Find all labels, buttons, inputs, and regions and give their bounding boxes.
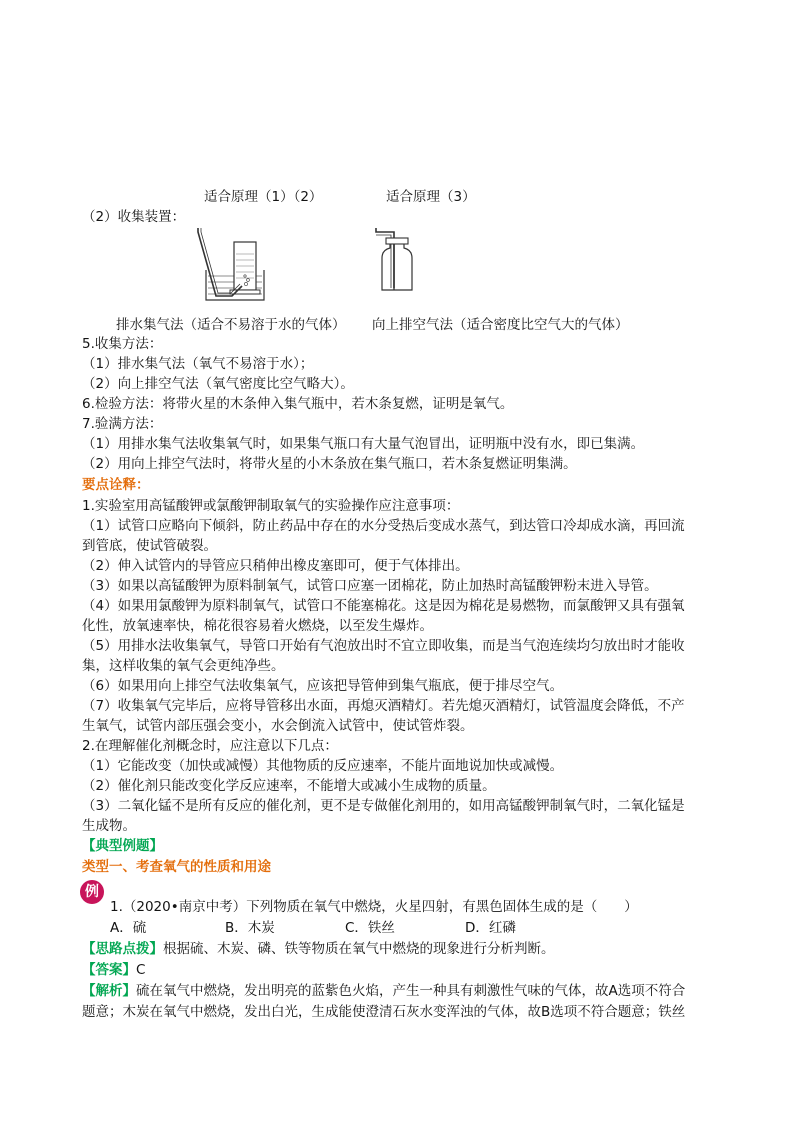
text-line: （3）如果以高锰酸钾为原料制氧气，试管口应塞一团棉花，防止加热时高锰酸钾粉末进入导管。 <box>82 578 658 594</box>
hint-text: 根据硫、木炭、磷、铁等物质在氧气中燃烧的现象进行分析判断。 <box>163 941 555 957</box>
typical-examples-heading: 【典型例题】 <box>82 838 163 854</box>
answer-text: C <box>136 962 146 978</box>
text-line: （2）向上排空气法（氧气密度比空气略大）。 <box>82 376 354 392</box>
analysis-text: 硫在氧气中燃烧，发出明亮的蓝紫色火焰，产生一种具有刺激性气味的气体，故A选项不符合 <box>136 983 686 999</box>
section-heading: 7.验满方法： <box>82 416 163 432</box>
choice-b: B．木炭 <box>225 920 275 936</box>
text-line: 到管底，使试管破裂。 <box>82 538 217 554</box>
example-badge-icon: 例 <box>80 880 104 904</box>
type-one-heading: 类型一、考查氧气的性质和用途 <box>82 859 271 875</box>
section-heading: 5.收集方法： <box>82 336 163 352</box>
choice-a: A．硫 <box>110 920 147 936</box>
text-line: （5）用排水法收集氧气，导管口开始有气泡放出时不宜立即收集，而是当气泡连续均匀放出时才能收 <box>82 638 685 654</box>
hint-tag: 【思路点拨】 <box>82 941 163 957</box>
figure-caption-left-top: 适合原理（1）（2） <box>204 189 323 205</box>
answer-line <box>82 960 145 980</box>
key-points-heading: 要点诠释： <box>82 477 150 493</box>
text-line: （7）收集氧气完毕后，应将导管移出水面，再熄灭酒精灯。若先熄灭酒精灯，试管温度会降低，不产 <box>82 698 685 714</box>
figure-caption-right-bottom: 向上排空气法（适合密度比空气大的气体） <box>372 317 629 333</box>
text-line: 生成物。 <box>82 818 136 834</box>
choice-d: D．红磷 <box>465 920 516 936</box>
analysis-line-2: 题意；木炭在氧气中燃烧，发出白光，生成能使澄清石灰水变浑浊的气体，故B选项不符合题意；铁丝 <box>82 1004 686 1020</box>
text-line: 集，这样收集的氧气会更纯净些。 <box>82 658 285 674</box>
text-line: （1）排水集气法（氧气不易溶于水）； <box>82 356 314 372</box>
hint-line <box>82 939 555 959</box>
text-line: （1）用排水集气法收集氧气时，如果集气瓶口有大量气泡冒出，证明瓶中没有水，即已集满。 <box>82 436 645 452</box>
text-line: （2）催化剂只能改变化学反应速率，不能增大或减小生成物的质量。 <box>82 778 496 794</box>
text-line: 1.实验室用高锰酸钾或氯酸钾制取氧气的实验操作应注意事项： <box>82 498 460 514</box>
water-displacement-apparatus-diagram <box>190 226 270 306</box>
text-line: （3）二氧化锰不是所有反应的催化剂，更不是专做催化剂用的，如用高锰酸钾制氧气时，二氧化锰是 <box>82 798 685 814</box>
text-line: （2）收集装置： <box>82 209 186 225</box>
figure-caption-right-top: 适合原理（3） <box>386 189 476 205</box>
figure-caption-left-bottom: 排水集气法（适合不易溶于水的气体） <box>116 317 346 333</box>
example-question: 1.（2020•南京中考）下列物质在氧气中燃烧，火星四射，有黑色固体生成的是（ ） <box>110 899 638 915</box>
text-line: （6）如果用向上排空气法收集氧气，应该把导管伸到集气瓶底，便于排尽空气。 <box>82 678 564 694</box>
text-line: 生氧气，试管内部压强会变小，水会倒流入试管中，使试管炸裂。 <box>82 718 474 734</box>
text-line: （2）用向上排空气法时，将带火星的小木条放在集气瓶口，若木条复燃证明集满。 <box>82 456 577 472</box>
choice-c: C．铁丝 <box>345 920 395 936</box>
answer-tag: 【答案】 <box>82 962 136 978</box>
text-line: （1）试管口应略向下倾斜，防止药品中存在的水分受热后变成水蒸气，到达管口冷却成水滴，再回流 <box>82 518 685 534</box>
text-line: （4）如果用氯酸钾为原料制氧气，试管口不能塞棉花。这是因为棉花是易燃物，而氯酸钾又具有强氧 <box>82 598 685 614</box>
text-line: 化性，放氧速率快，棉花很容易着火燃烧，以至发生爆炸。 <box>82 618 433 634</box>
analysis-tag: 【解析】 <box>82 983 136 999</box>
text-line: 6.检验方法：将带火星的木条伸入集气瓶中，若木条复燃，证明是氧气。 <box>82 396 514 412</box>
upward-air-displacement-apparatus-diagram <box>366 226 426 296</box>
text-line: （2）伸入试管内的导管应只稍伸出橡皮塞即可，便于气体排出。 <box>82 558 469 574</box>
analysis-line <box>82 981 685 1001</box>
text-line: （1）它能改变（加快或减慢）其他物质的反应速率，不能片面地说加快或减慢。 <box>82 758 564 774</box>
text-line: 2.在理解催化剂概念时，应注意以下几点： <box>82 738 338 754</box>
